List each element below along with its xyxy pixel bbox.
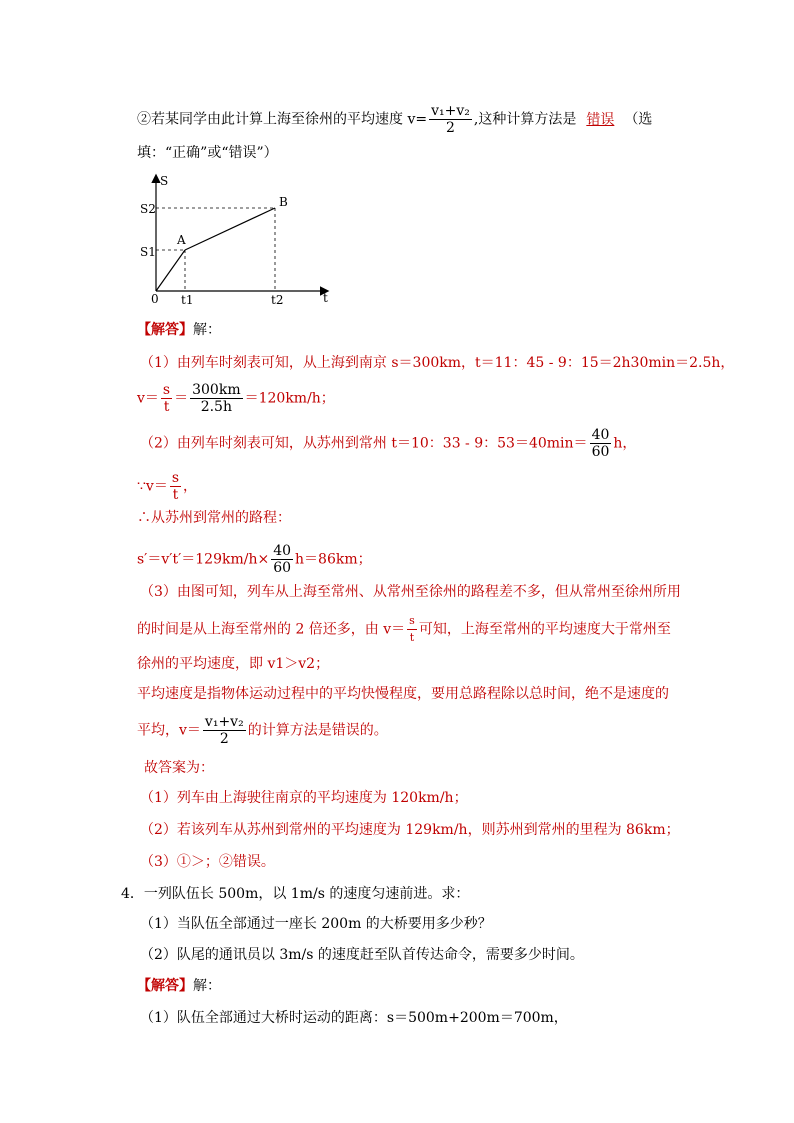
point-a-label: A: [177, 233, 186, 247]
p2-eq-frac: [271, 543, 293, 576]
answer-2: （2）若该列车从苏州到常州的平均速度为 129km/h，则苏州到常州的里程为 86km；: [140, 822, 680, 838]
q4-sub-1: （1）当队伍全部通过一座长 200m 的大桥要用多少秒？: [140, 916, 492, 932]
p1-frac-2-den: 2.5h: [200, 399, 232, 415]
p1-frac-2: [190, 382, 242, 415]
solution-heading: [137, 320, 221, 340]
origin-label: 0: [151, 292, 159, 306]
solution-p2: [140, 427, 636, 460]
point-b-label: B: [279, 195, 288, 209]
solution-p3-a: （3）由图可知，列车从上海至常州、从常州至徐州的路程差不多，但从常州至徐州所用: [140, 584, 681, 600]
q4-solution-s1: （1）队伍全部通过大桥时运动的距离：s＝500m+200m＝700m，: [140, 1010, 568, 1026]
p3-frac: [407, 613, 417, 646]
since-frac: [170, 470, 181, 503]
p4-frac: [203, 714, 246, 747]
p2-eq-a: s′＝v′t′＝129km/h×: [137, 551, 270, 568]
p1-eq-a: v＝: [137, 390, 159, 407]
answer-label: 故答案为：: [144, 760, 214, 776]
segment-oa: [156, 250, 185, 291]
segment-ab: [185, 208, 275, 250]
p1-frac-2-num: 300km: [192, 382, 241, 398]
p2-eq-b: h＝86km；: [295, 551, 372, 568]
since-tail: ，: [183, 478, 198, 495]
p2-frac: [590, 427, 612, 460]
answer-1: （1）列车由上海驶往南京的平均速度为 120km/h；: [140, 790, 468, 806]
answer-3: （3）①＞；②错误。: [140, 854, 275, 870]
solution-p1-eq: [137, 382, 335, 415]
q4-sub-2: （2）队尾的通讯员以 3m/s 的速度赶至队首传达命令，需要多少时间。: [140, 947, 584, 963]
q2-frac-num: v₁+v₂: [431, 103, 470, 119]
circle-two: ②: [137, 111, 151, 128]
p4-frac-den: 2: [219, 731, 229, 747]
solution-p4-a: 平均速度是指物体运动过程中的平均快慢程度，要用总路程除以总时间，绝不是速度的: [137, 686, 669, 702]
s-t-graph: [135, 170, 335, 310]
p3-b1: 的时间是从上海至常州的 2 倍还多，由 v＝: [137, 621, 406, 638]
t2-label: t2: [271, 293, 284, 307]
q2-frac-den: 2: [446, 120, 455, 136]
solution-p3-b: [137, 613, 671, 646]
p1-eq-c: ＝120km/h；: [244, 390, 335, 407]
q2-text-b: ,这种计算方法是: [473, 111, 577, 128]
t-axis-label: t: [323, 291, 328, 305]
solution-therefore: ∴从苏州到常州的路程：: [137, 510, 291, 526]
q4-answer-tag: 【解答】: [137, 978, 193, 994]
solution-p4-b: [137, 714, 388, 747]
q4-solution-heading: [137, 976, 221, 996]
q2-text-a: 若某同学由此计算上海至徐州的平均速度 v=: [151, 111, 428, 128]
p2-text: （2）由列车时刻表可知，从苏州到常州 t＝10：33 - 9：53＝40min＝: [140, 435, 588, 452]
p3-frac-num: s: [407, 613, 417, 630]
s-axis-label: S: [160, 174, 169, 188]
p4-b1: 平均，v＝: [137, 722, 201, 739]
p2-tail: h，: [613, 435, 637, 452]
p1-eq-b: ＝: [174, 390, 189, 407]
p4-b2: 的计算方法是错误的。: [247, 722, 388, 739]
since-frac-num: s: [171, 470, 180, 486]
q2-fraction: [429, 103, 472, 136]
s2-label: S2: [140, 202, 156, 216]
p4-frac-num: v₁+v₂: [204, 714, 244, 730]
p2-eq-frac-num: 40: [273, 543, 292, 559]
p1-frac-1-num: s: [162, 382, 171, 398]
q2-blank-answer: 错误: [586, 111, 615, 128]
p2-frac-den: 60: [591, 444, 610, 460]
s1-label: S1: [140, 245, 156, 259]
q4-stem: 4．一列队伍长 500m，以 1m/s 的速度匀速前进。求：: [121, 886, 470, 902]
p3-frac-den: t: [409, 631, 415, 644]
p1-frac-1: [161, 382, 172, 415]
solution-since: [137, 470, 197, 503]
since-text: ∵v＝: [137, 478, 168, 495]
q2-line: [137, 103, 652, 136]
solution-p2-eq: [137, 543, 372, 576]
q4-answer-tag-tail: 解：: [193, 978, 221, 994]
solution-p3-c: 徐州的平均速度，即 v1＞v2；: [137, 656, 330, 672]
answer-tag: 【解答】: [137, 322, 193, 338]
q2-text-c: （选: [624, 111, 653, 128]
t1-label: t1: [181, 293, 194, 307]
p3-b2: 可知，上海至常州的平均速度大于常州至: [418, 621, 671, 638]
p2-eq-frac-den: 60: [273, 560, 292, 576]
p2-frac-num: 40: [591, 427, 610, 443]
q2-line-2: 填：“正确”或“错误”）: [137, 145, 278, 161]
since-frac-den: t: [172, 487, 179, 503]
solution-p1: （1）由列车时刻表可知，从上海到南京 s＝300km，t＝11：45 - 9：15＝2h30min＝2.5h，: [140, 355, 735, 371]
p1-frac-1-den: t: [163, 399, 170, 415]
answer-tag-tail: 解：: [193, 322, 221, 338]
